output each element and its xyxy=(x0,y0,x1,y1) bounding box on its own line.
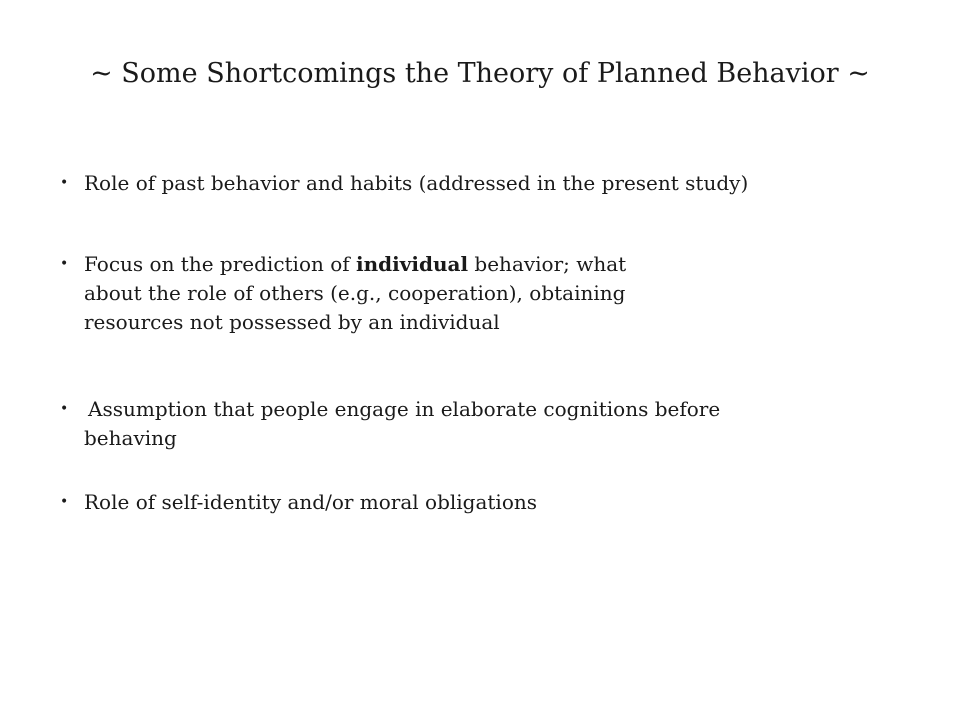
bullet-line: Role of self-identity and/or moral obligations xyxy=(84,490,538,514)
slide-title: ~ Some Shortcomings the Theory of Planned Behavior ~ xyxy=(90,58,870,89)
bullet-text xyxy=(84,250,626,337)
bullet-text-segment: behavior; what xyxy=(468,252,627,276)
bullet-item-elaborate-cognitions xyxy=(60,395,720,453)
bullet-item-past-behavior xyxy=(60,169,748,198)
bullet-dot-icon: • xyxy=(60,175,69,191)
bullet-line: behaving xyxy=(84,426,177,450)
bullet-item-individual-focus xyxy=(60,250,626,337)
bullet-emphasis: individual xyxy=(356,252,469,276)
bullet-dot-icon: • xyxy=(60,494,69,510)
bullet-line: Assumption that people engage in elaborate cognitions before xyxy=(88,397,721,421)
bullet-text xyxy=(84,169,748,198)
bullet-text xyxy=(84,395,720,453)
bullet-text-segment: Focus on the prediction of xyxy=(84,252,357,276)
bullet-line xyxy=(84,250,626,279)
bullet-line: about the role of others (e.g., cooperation), obtaining xyxy=(84,281,626,305)
bullet-text xyxy=(84,488,537,517)
bullet-item-self-identity xyxy=(60,488,537,517)
bullet-dot-icon: • xyxy=(60,401,69,417)
bullet-line: Role of past behavior and habits (addressed in the present study) xyxy=(84,171,749,195)
bullet-line: resources not possessed by an individual xyxy=(84,310,500,334)
bullet-dot-icon: • xyxy=(60,256,69,272)
